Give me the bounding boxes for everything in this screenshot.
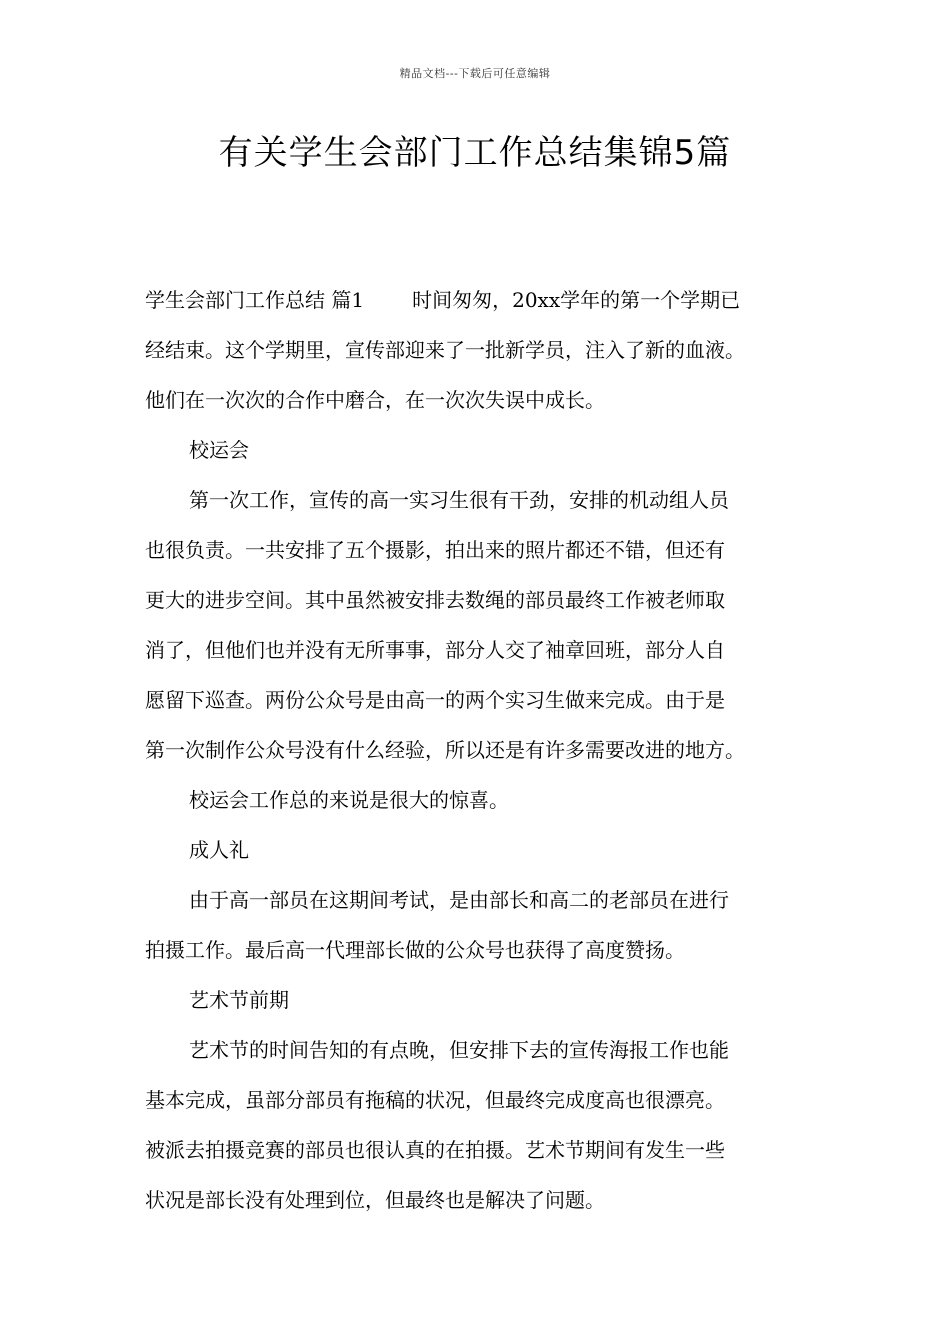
paragraph-line: 经结束。这个学期里，宣传部迎来了一批新学员，注入了新的血液。 [145, 338, 745, 362]
document-body [145, 275, 817, 1225]
subheading-chengrenli: 成人礼 [189, 838, 249, 862]
paragraph-line: 被派去拍摄竞赛的部员也很认真的在拍摄。艺术节期间有发生一些 [145, 1138, 725, 1162]
paragraph-line: 第一次工作，宣传的高一实习生很有干劲，安排的机动组人员 [189, 488, 729, 512]
paragraph-line: 基本完成，虽部分部员有拖稿的状况，但最终完成度高也很漂亮。 [145, 1088, 725, 1112]
paragraph-line: 更大的进步空间。其中虽然被安排去数绳的部员最终工作被老师取 [145, 588, 725, 612]
paragraph-line: 第一次制作公众号没有什么经验，所以还是有许多需要改进的地方。 [145, 738, 745, 762]
paragraph-line: 愿留下巡查。两份公众号是由高一的两个实习生做来完成。由于是 [145, 688, 725, 712]
subheading-xiaoyunhui: 校运会 [189, 438, 249, 462]
section1-first-line [145, 275, 817, 325]
paragraph-line: 由于高一部员在这期间考试，是由部长和高二的老部员在进行 [189, 888, 729, 912]
paragraph-line: 状况是部长没有处理到位，但最终也是解决了问题。 [145, 1188, 605, 1212]
paragraph-line: 拍摄工作。最后高一代理部长做的公众号也获得了高度赞扬。 [145, 938, 685, 962]
section-label: 学生会部门工作总结 篇1 [145, 288, 365, 312]
document-title: 有关学生会部门工作总结集锦5篇 [218, 133, 732, 173]
subheading-yishujie: 艺术节前期 [189, 988, 289, 1012]
paragraph-line: 时间匆匆，20xx学年的第一个学期已 [412, 288, 741, 312]
paragraph-line: 校运会工作总的来说是很大的惊喜。 [189, 788, 509, 812]
paragraph-line: 艺术节的时间告知的有点晚，但安排下去的宣传海报工作也能 [189, 1038, 729, 1062]
paragraph-line: 他们在一次次的合作中磨合，在一次次失误中成长。 [145, 388, 605, 412]
paragraph-line: 也很负责。一共安排了五个摄影，拍出来的照片都还不错，但还有 [145, 538, 725, 562]
paragraph-line: 消了，但他们也并没有无所事事，部分人交了袖章回班，部分人自 [145, 638, 725, 662]
header-note: 精品文档---下载后可任意编辑 [399, 67, 551, 80]
